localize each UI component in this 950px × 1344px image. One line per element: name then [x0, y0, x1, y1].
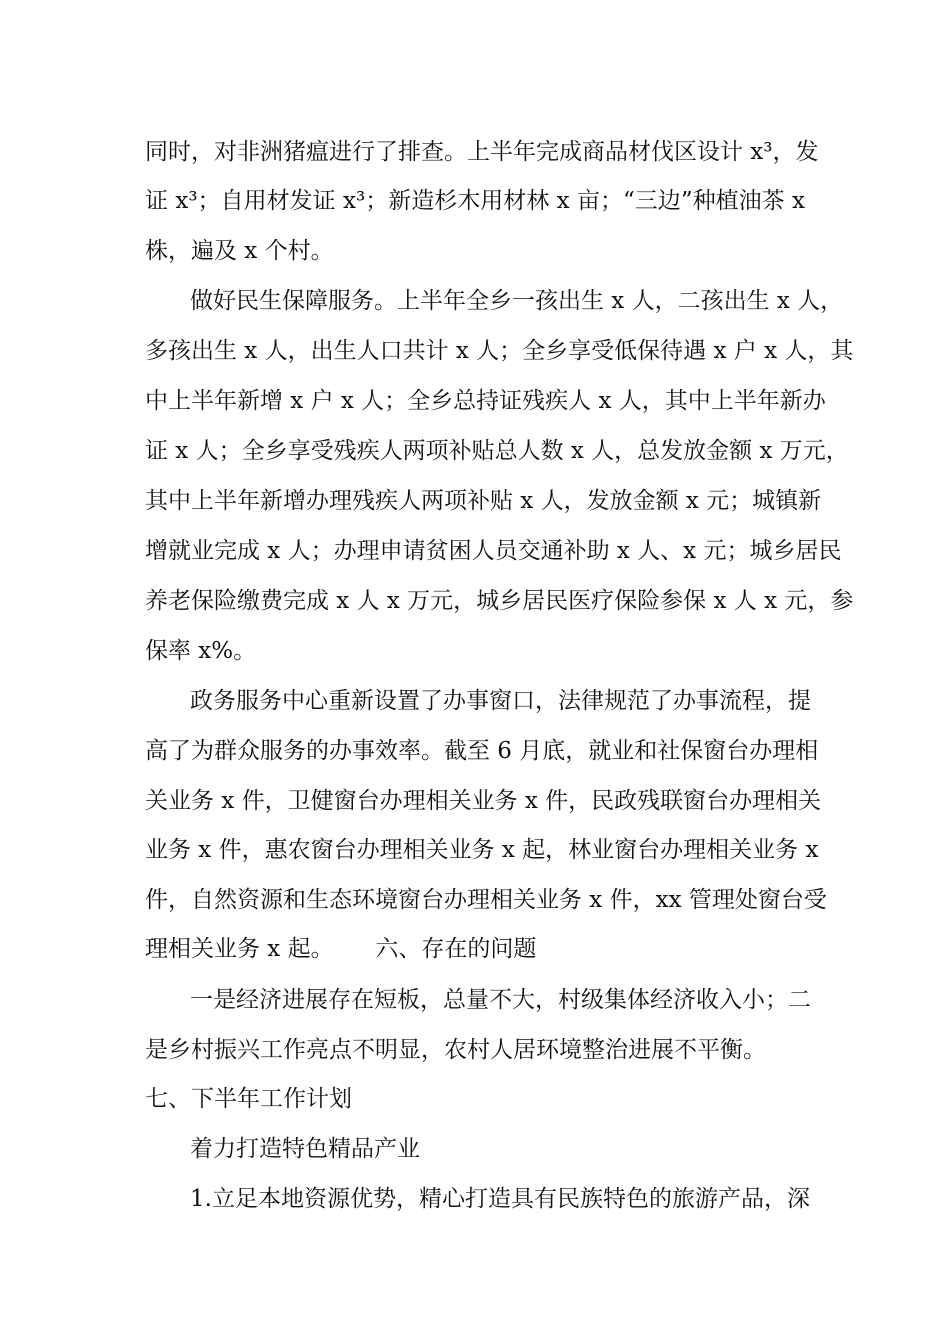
section-heading: 七、下半年工作计划	[145, 1086, 352, 1112]
text-line: 保率 x%。	[145, 638, 257, 664]
text-line: 其中上半年新增办理残疾人两项补贴 x 人，发放金额 x 元；城镇新	[145, 488, 822, 514]
paragraph-first-line: 一是经济进展存在短板，总量不大，村级集体经济收入小；二	[190, 987, 811, 1013]
subsection-heading: 着力打造特色精品产业	[190, 1136, 420, 1162]
text-line: 同时，对非洲猪瘟进行了排查。上半年完成商品材伐区设计 x³，发	[145, 139, 819, 165]
text-line: 证 x³；自用材发证 x³；新造杉木用材林 x 亩；“三边”种植油茶 x	[145, 188, 805, 214]
paragraph-first-line: 政务服务中心重新设置了办事窗口，法律规范了办事流程，提	[190, 688, 811, 714]
text-line: 关业务 x 件，卫健窗台办理相关业务 x 件，民政残联窗台办理相关	[145, 788, 822, 814]
text-line: 养老保险缴费完成 x 人 x 万元，城乡居民医疗保险参保 x 人 x 元，参	[145, 588, 854, 614]
text-line: 件，自然资源和生态环境窗台办理相关业务 x 件，xx 管理处窗台受	[145, 887, 827, 913]
text-line: 业务 x 件，惠农窗台办理相关业务 x 起，林业窗台办理相关业务 x	[145, 837, 819, 863]
paragraph-first-line: 1.立足本地资源优势，精心打造具有民族特色的旅游产品，深	[190, 1186, 810, 1212]
paragraph-first-line: 做好民生保障服务。上半年全乡一孩出生 x 人，二孩出生 x 人，	[190, 288, 844, 314]
text-line: 多孩出生 x 人，出生人口共计 x 人；全乡享受低保待遇 x 户 x 人，其	[145, 338, 854, 364]
section-heading-line: 理相关业务 x 起。 六、存在的问题	[145, 936, 537, 962]
text-line: 株，遍及 x 个村。	[145, 238, 334, 264]
text-line: 证 x 人；全乡享受残疾人两项补贴总人数 x 人，总发放金额 x 万元，	[145, 438, 849, 464]
text-line: 高了为群众服务的办事效率。截至 6 月底，就业和社保窗台办理相	[145, 738, 819, 764]
text-line: 增就业完成 x 人；办理申请贫困人员交通补助 x 人、x 元；城乡居民	[145, 538, 842, 564]
text-line: 是乡村振兴工作亮点不明显，农村人居环境整治进展不平衡。	[145, 1037, 766, 1063]
text-line: 中上半年新增 x 户 x 人；全乡总持证残疾人 x 人，其中上半年新办	[145, 388, 826, 414]
